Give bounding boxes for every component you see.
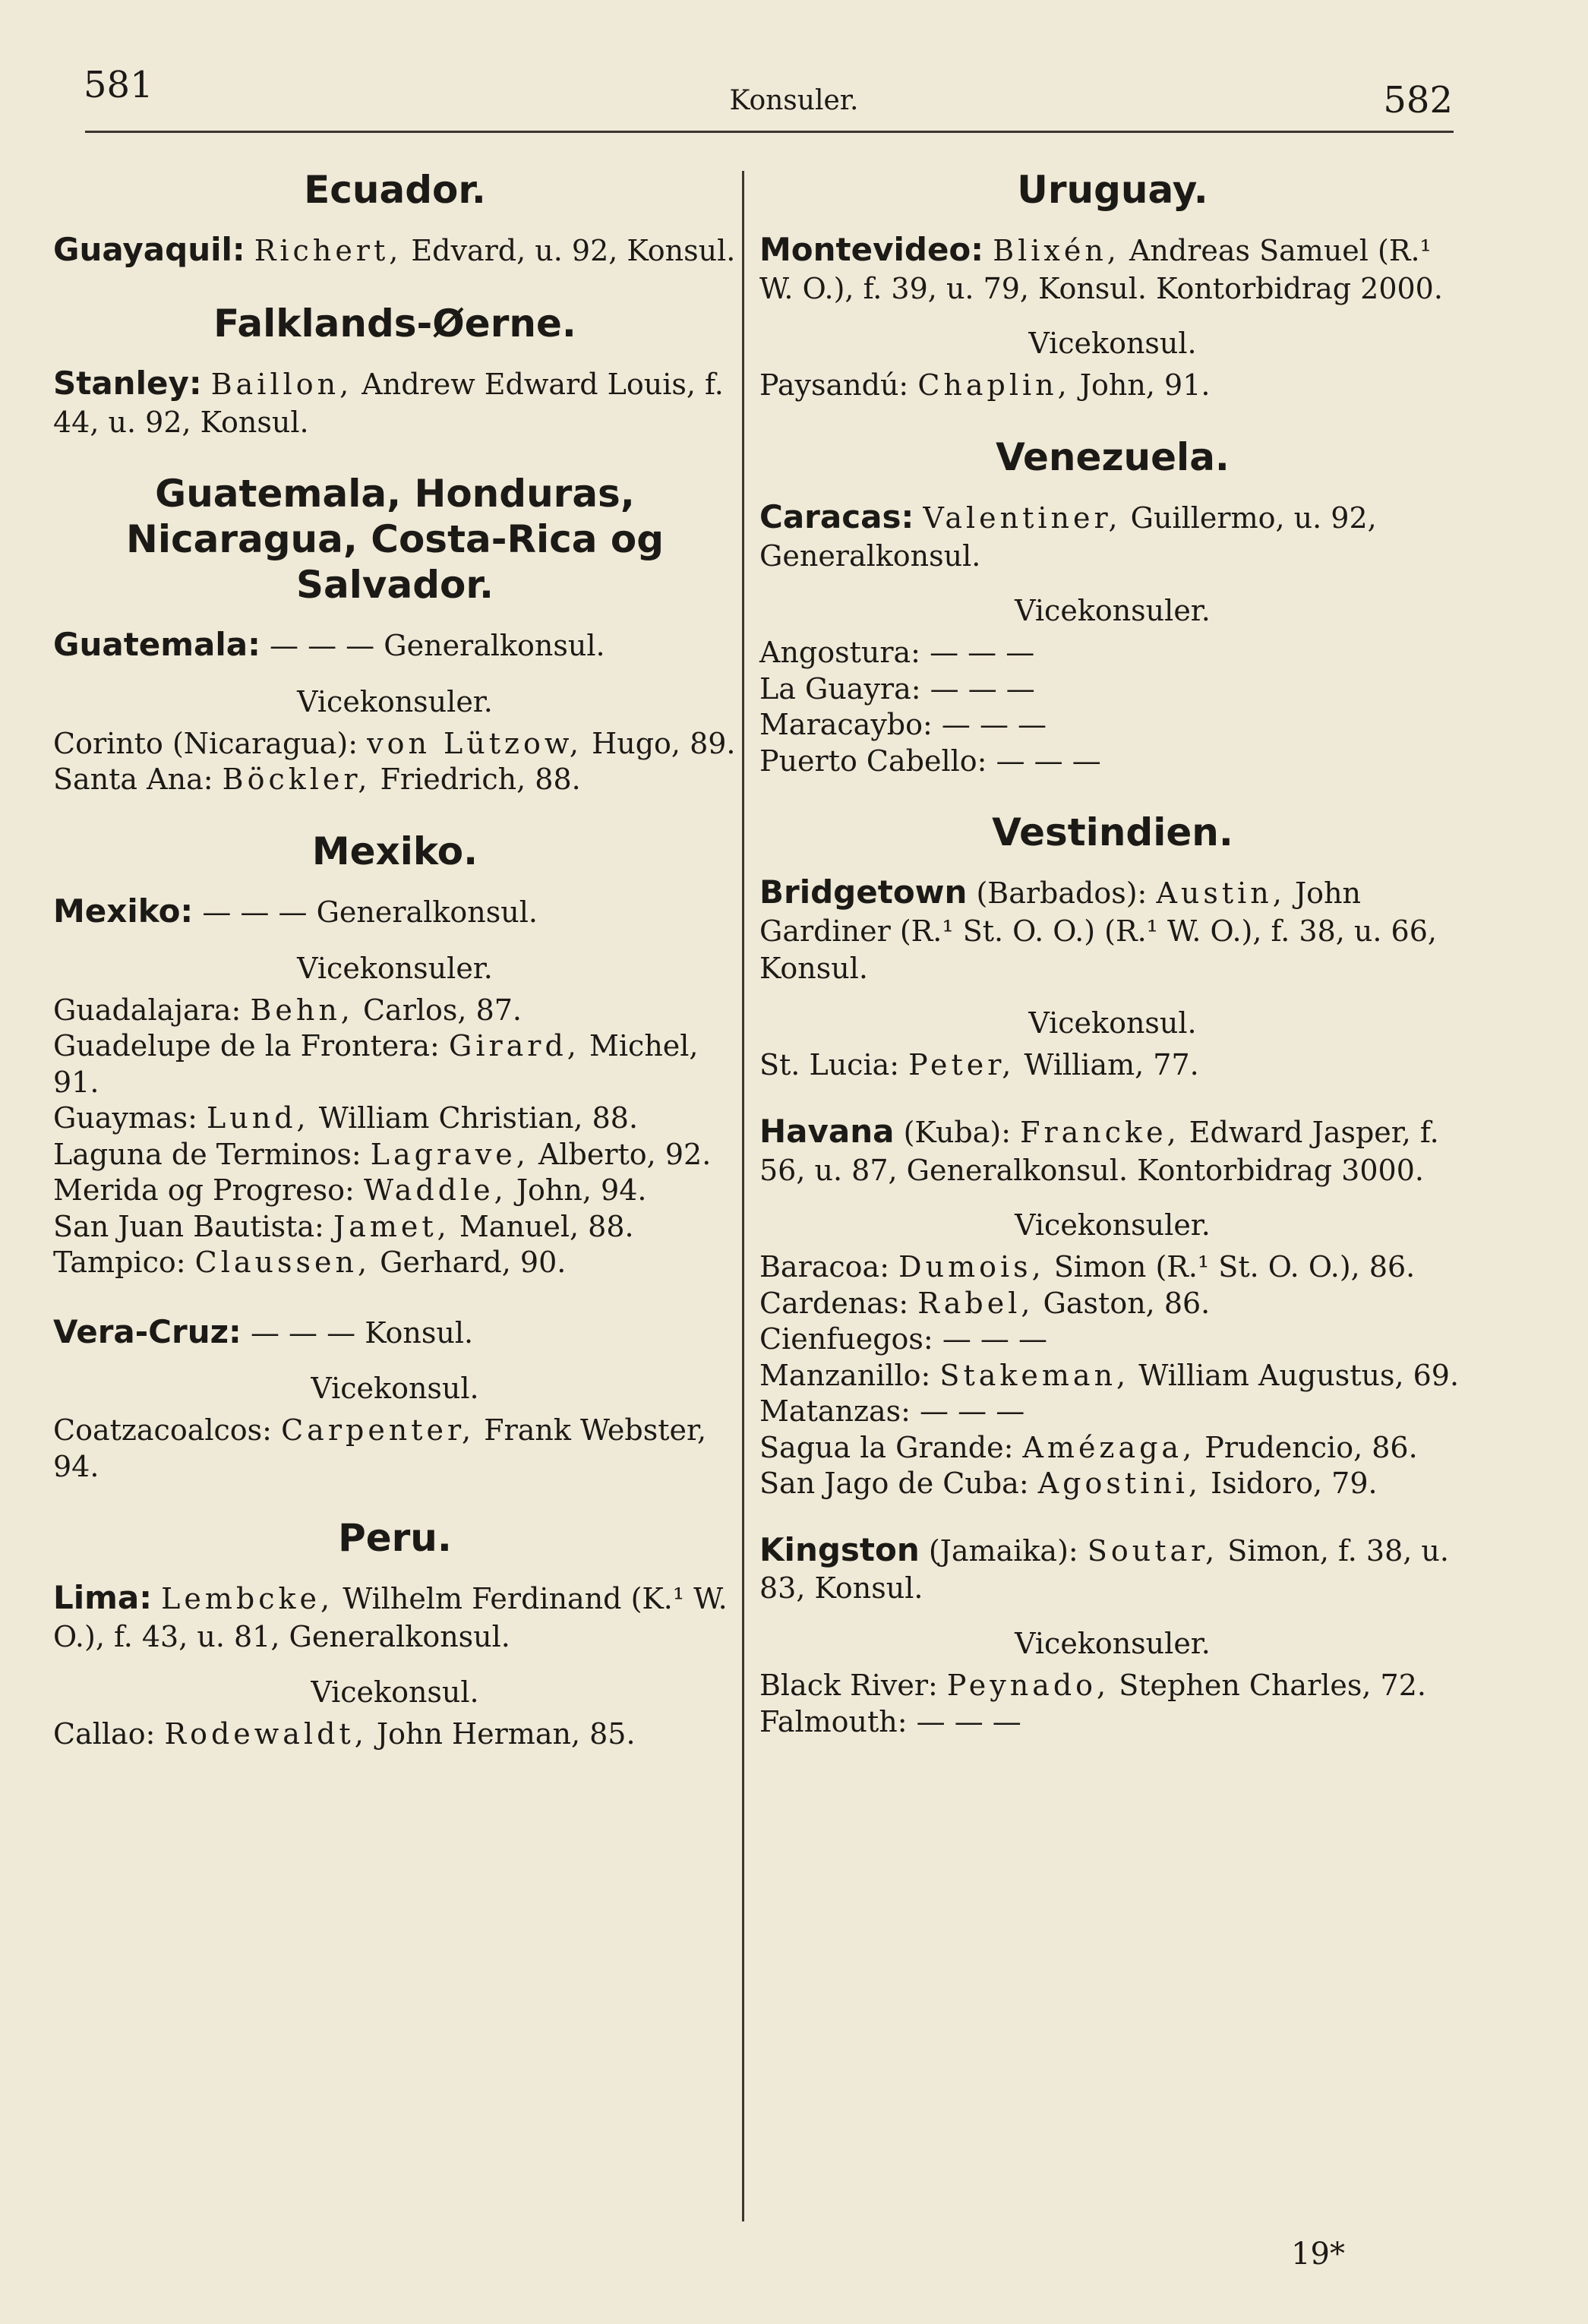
vice-consul-heading: Vicekonsuler.	[297, 951, 493, 985]
vice-place: La Guayra:	[759, 671, 921, 706]
vice-place: Laguna de Terminos:	[53, 1137, 361, 1171]
consul-surname: Valentiner,	[923, 500, 1122, 535]
vice-surname: Amézaga,	[1022, 1430, 1196, 1464]
vice-place: Callao:	[53, 1716, 156, 1751]
consul-surname: Baillon,	[210, 367, 353, 401]
vice-place: Cardenas:	[759, 1286, 909, 1320]
section-uruguay	[759, 167, 1466, 404]
vice-details: John, 94.	[516, 1173, 647, 1208]
vice-surname: Dumois,	[898, 1250, 1045, 1284]
consul-details: Andreas Samuel (R.¹ W. O.), f. 39, u. 79, Konsul. Kontorbidrag 2000.	[759, 234, 1443, 305]
vice-consul-heading: Vicekonsuler.	[1015, 594, 1211, 628]
vice-consul-line	[53, 726, 737, 763]
section-venezuela	[759, 434, 1466, 779]
vice-place: Manzanillo:	[759, 1358, 931, 1392]
vice-consul-line	[759, 1047, 1466, 1084]
page-number-right: 582	[1383, 79, 1453, 122]
vice-details: Prudencio, 86.	[1204, 1430, 1418, 1464]
consul-entry	[53, 624, 737, 665]
consul-surname: Richert,	[254, 234, 403, 267]
right-column	[759, 152, 1466, 1770]
vice-consul-line	[759, 1321, 1466, 1358]
vice-details: — — —	[916, 1704, 1021, 1738]
vice-details: Hugo, 89.	[592, 726, 736, 760]
vice-surname: Peynado,	[946, 1669, 1110, 1702]
vice-surname: Jamet,	[333, 1209, 450, 1243]
consul-details: Wilhelm Ferdinand (K.¹ W. O.), f. 43, u. 81, Generalkonsul.	[53, 1582, 728, 1654]
consul-entry	[759, 1111, 1466, 1189]
vice-details: John, 91.	[1079, 368, 1211, 403]
consul-details: Edward Jasper, f. 56, u. 87, Generalkonsul. Kontorbidrag 3000.	[759, 1115, 1439, 1187]
section-heading: Ecuador.	[304, 168, 486, 212]
column-divider	[742, 171, 744, 2221]
running-title: Konsuler.	[729, 85, 859, 116]
vice-place: Guadelupe de la Frontera:	[53, 1029, 440, 1063]
vice-details: William Christian, 88.	[318, 1101, 639, 1135]
consul-details: Andrew Edward Louis, f. 44, u. 92, Konsul.	[53, 367, 724, 439]
vice-surname: von Lützow,	[367, 726, 583, 760]
vice-consul-line	[759, 744, 1466, 780]
vice-consul-line	[53, 762, 737, 798]
vice-consul-line	[759, 671, 1466, 708]
section-heading: Falklands-Øerne.	[213, 301, 576, 346]
header-rule	[85, 131, 1454, 133]
vice-details: Simon (R.¹ St. O. O.), 86.	[1053, 1250, 1416, 1284]
consul-details: John Gardiner (R.¹ St. O. O.) (R.¹ W. O.), f. 38, u. 66, Konsul.	[759, 876, 1437, 985]
vice-consul-line	[53, 993, 737, 1029]
vice-place: Cienfuegos:	[759, 1322, 933, 1356]
vice-details: — — —	[920, 1394, 1025, 1429]
vice-surname: Stakeman,	[939, 1358, 1130, 1392]
section-heading: Vestindien.	[992, 810, 1233, 855]
vice-details: — — —	[996, 744, 1101, 778]
city-name: Guayaquil:	[53, 231, 245, 268]
city-note: (Kuba):	[903, 1115, 1012, 1149]
consul-entry	[53, 1577, 737, 1655]
consul-entry	[53, 363, 737, 440]
vice-place: San Jago de Cuba:	[759, 1467, 1029, 1501]
vice-surname: Böckler,	[222, 763, 371, 797]
consul-details: Simon, f. 38, u. 83, Konsul.	[759, 1533, 1449, 1606]
vice-place: Angostura:	[759, 636, 920, 670]
vice-place: Puerto Cabello:	[759, 744, 987, 778]
vice-consul-heading: Vicekonsuler.	[1015, 1627, 1211, 1660]
vice-place: Paysandú:	[759, 368, 909, 403]
vice-place: St. Lucia:	[759, 1048, 900, 1082]
city-name: Kingston	[759, 1530, 920, 1568]
vice-place: Tampico:	[53, 1246, 186, 1280]
vice-consul-line	[759, 1466, 1466, 1502]
vice-consul-heading: Vicekonsul.	[1028, 327, 1197, 361]
vice-surname: Lund,	[207, 1101, 310, 1135]
vice-details: Isidoro, 79.	[1211, 1467, 1378, 1501]
vice-details: Frank Webster, 94.	[53, 1413, 707, 1483]
consul-entry	[759, 497, 1466, 574]
section-heading: Peru.	[338, 1516, 452, 1561]
vice-place: Sagua la Grande:	[759, 1430, 1014, 1464]
vice-consul-line	[759, 707, 1466, 744]
vice-consul-line	[759, 1249, 1466, 1286]
vice-place: Santa Ana:	[53, 763, 213, 797]
vice-consul-line	[759, 1704, 1466, 1741]
city-name: Lima:	[53, 1579, 153, 1617]
vice-consul-line	[53, 1245, 737, 1281]
vice-surname: Behn,	[250, 993, 354, 1027]
vice-consul-heading: Vicekonsul.	[311, 1675, 479, 1709]
consul-surname: Blixén,	[993, 234, 1120, 267]
vice-consul-line	[53, 1173, 737, 1209]
vice-consul-line	[53, 1028, 737, 1100]
vice-place: Coatzacoalcos:	[53, 1413, 272, 1448]
consul-entry	[53, 229, 737, 270]
vice-surname: Chaplin,	[917, 368, 1071, 403]
left-column	[53, 152, 737, 1782]
vice-surname: Rodewaldt,	[164, 1716, 368, 1751]
section-vestindien	[759, 810, 1466, 1740]
section-ecuador	[53, 167, 737, 270]
vice-consul-line	[759, 368, 1466, 404]
consul-details: — — — Konsul.	[250, 1315, 474, 1350]
vice-consul-heading: Vicekonsuler.	[297, 684, 493, 718]
city-name: Vera-Cruz:	[53, 1312, 242, 1350]
consul-surname: Soutar,	[1087, 1533, 1219, 1568]
vice-surname: Girard,	[448, 1029, 580, 1063]
city-name: Mexiko:	[53, 892, 194, 930]
consul-details: — — — Generalkonsul.	[202, 895, 538, 929]
vice-surname: Carpenter,	[281, 1413, 475, 1448]
vice-consul-line	[53, 1209, 737, 1246]
vice-details: John Herman, 85.	[376, 1716, 636, 1751]
consul-details: — — — Generalkonsul.	[270, 629, 605, 663]
section-peru	[53, 1515, 737, 1752]
vice-details: William Augustus, 69.	[1138, 1358, 1460, 1392]
vice-surname: Peter,	[908, 1048, 1015, 1082]
city-note: (Barbados):	[976, 876, 1148, 911]
vice-consul-line	[759, 1286, 1466, 1322]
consul-surname: Austin,	[1156, 876, 1286, 911]
city-name: Guatemala:	[53, 626, 260, 664]
vice-details: Carlos, 87.	[362, 993, 522, 1027]
vice-details: Alberto, 92.	[538, 1137, 712, 1171]
vice-consul-line	[759, 1668, 1466, 1704]
city-name: Bridgetown	[759, 873, 968, 911]
city-note: (Jamaika):	[928, 1533, 1078, 1568]
section-heading: Mexiko.	[311, 829, 478, 873]
vice-consul-line	[759, 1430, 1466, 1467]
vice-place: Black River:	[759, 1669, 938, 1702]
vice-details: — — —	[942, 1322, 1047, 1356]
page-number-left: 581	[84, 64, 153, 106]
consul-surname: Francke,	[1020, 1115, 1180, 1149]
consul-entry	[53, 891, 737, 932]
vice-place: Corinto (Nicaragua):	[53, 726, 358, 760]
section-heading: Guatemala, Honduras, Nicaragua, Costa-Rica og Salvador.	[125, 472, 665, 608]
vice-surname: Agostini,	[1037, 1467, 1202, 1501]
vice-consul-line	[53, 1716, 737, 1753]
section-falklands	[53, 301, 737, 440]
vice-consul-heading: Vicekonsul.	[1028, 1006, 1197, 1040]
city-name: Stanley:	[53, 364, 202, 402]
consul-entry	[53, 1312, 737, 1353]
vice-details: Gaston, 86.	[1043, 1286, 1211, 1320]
vice-place: Guaymas:	[53, 1101, 197, 1135]
signature-mark: 19*	[1291, 2237, 1345, 2272]
vice-surname: Waddle,	[363, 1173, 507, 1208]
city-name: Montevideo:	[759, 231, 984, 268]
vice-details: Manuel, 88.	[459, 1209, 634, 1243]
vice-consul-heading: Vicekonsuler.	[1015, 1208, 1211, 1243]
city-name: Caracas:	[759, 497, 914, 535]
vice-place: Falmouth:	[759, 1704, 908, 1738]
consul-entry	[759, 872, 1466, 987]
consul-details: Guillermo, u. 92, Generalkonsul.	[759, 500, 1377, 573]
vice-place: Merida og Progreso:	[53, 1173, 355, 1208]
section-heading: Uruguay.	[1017, 168, 1208, 212]
vice-consul-line	[759, 1358, 1466, 1394]
consul-details: Edvard, u. 92, Konsul.	[411, 234, 736, 267]
vice-place: Maracaybo:	[759, 708, 933, 742]
vice-details: William, 77.	[1024, 1048, 1199, 1082]
section-mexiko	[53, 829, 737, 1486]
vice-consul-line	[759, 635, 1466, 671]
vice-consul-heading: Vicekonsul.	[311, 1372, 479, 1406]
vice-details: Gerhard, 90.	[380, 1246, 567, 1280]
section-heading: Venezuela.	[996, 434, 1230, 479]
vice-details: Stephen Charles, 72.	[1119, 1669, 1426, 1702]
vice-place: Baracoa:	[759, 1250, 890, 1284]
vice-place: Guadalajara:	[53, 993, 242, 1027]
vice-surname: Rabel,	[917, 1286, 1034, 1320]
vice-consul-line	[53, 1137, 737, 1173]
vice-surname: Lagrave,	[370, 1137, 529, 1171]
vice-details: — — —	[930, 636, 1035, 670]
vice-surname: Claussen,	[194, 1246, 371, 1280]
vice-place: San Juan Bautista:	[53, 1209, 324, 1243]
vice-consul-line	[53, 1100, 737, 1137]
vice-details: Michel, 91.	[53, 1029, 699, 1099]
city-name: Havana	[759, 1112, 895, 1150]
consul-entry	[759, 229, 1466, 307]
vice-place: Matanzas:	[759, 1394, 911, 1429]
section-guatemala	[53, 471, 737, 798]
vice-consul-line	[53, 1413, 737, 1485]
vice-details: — — —	[941, 708, 1047, 742]
consul-surname: Lembcke,	[161, 1582, 334, 1616]
vice-details: — — —	[930, 671, 1035, 706]
vice-details: Friedrich, 88.	[380, 763, 581, 797]
consul-entry	[759, 1530, 1466, 1607]
vice-consul-line	[759, 1394, 1466, 1430]
